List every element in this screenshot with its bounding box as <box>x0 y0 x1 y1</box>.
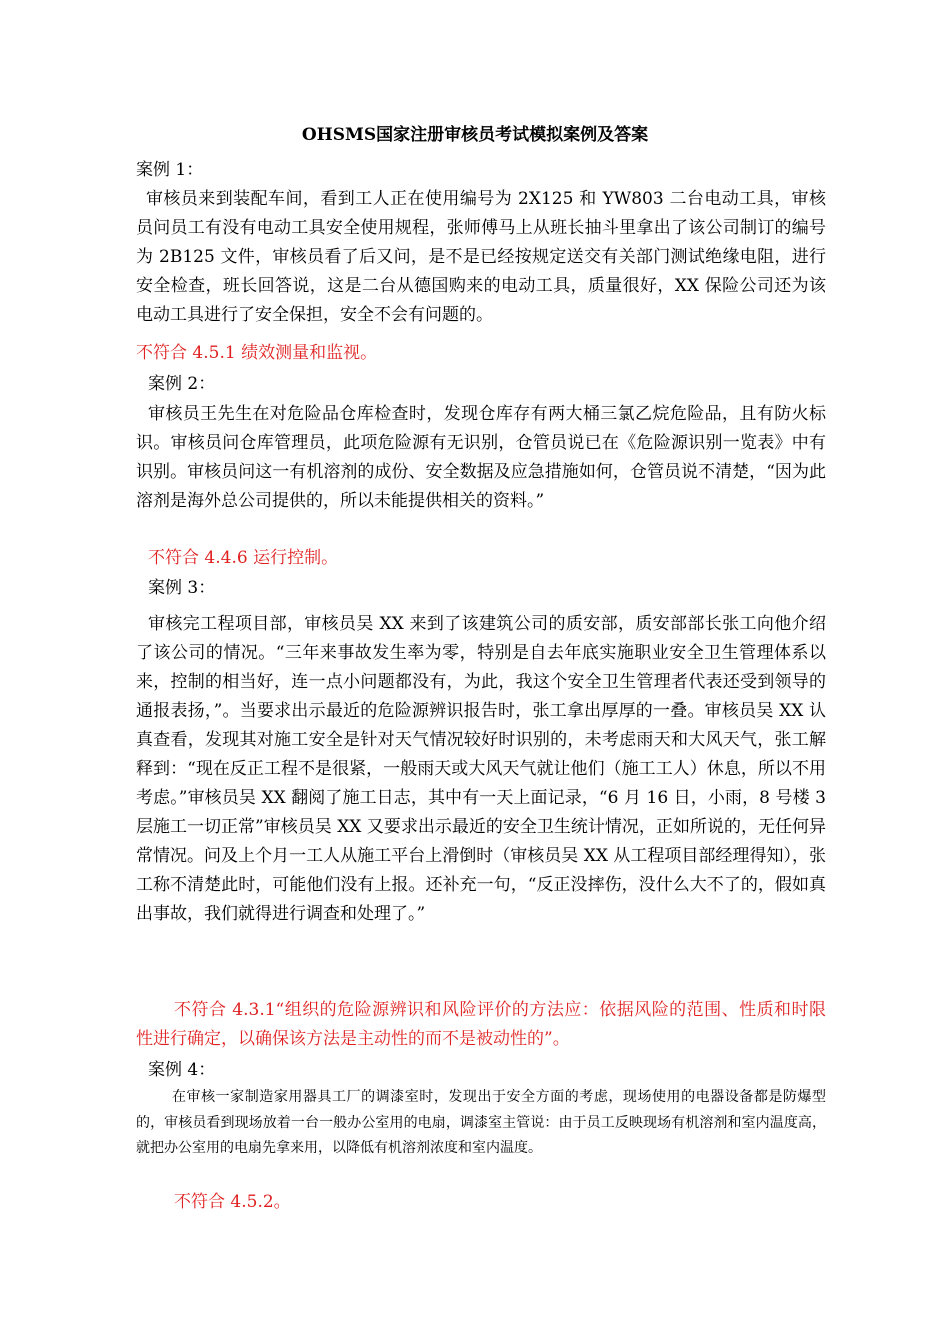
case-2-text: 审核员王先生在对危险品仓库检查时，发现仓库存有两大桶三氯乙烷危险品，且有防火标识。审核员问仓库管理员，此项危险源有无识别，仓管员说已在《危险源识别一览表》中有识别。审核员问这一有机溶剂的成份、安全数据及应急措施如何，仓管员说不清楚，“因为此溶剂是海外总公司提供的，所以未能提供相关的资料。” <box>136 404 826 511</box>
case-2-answer: 不符合 4.4.6 运行控制。 <box>148 548 339 568</box>
case-4-label: 案例 4： <box>148 1060 216 1080</box>
case-3-text: 审核完工程项目部，审核员吴 XX 来到了该建筑公司的质安部，质安部部长张工向他介绍了该公司的情况。“三年来事故发生率为零，特别是自去年底实施职业安全卫生管理体系以来，控制的相当好，连一点小问题都没有，为此，我这个安全卫生管理者代表还受到领导的通报表扬，”。当要求出示最近的危险源辨识报告时，张工拿出厚厚的一叠。审核员吴 XX 认真查看，发现其对施工安全是针对天气情况较好时识别的，未考虑雨天和大风天气，张工解释到：“现在反正工程不是很紧，一般雨天或大风天气就让他们（施工工人）休息，所以不用考虑。”审核员吴 XX 翻阅了施工日志，其中有一天上面记录，“6 月 16 日，小雨，8 号楼 3 层施工一切正常”审核员吴 XX 又要求出示最近的安全卫生统计情况，正如所说的，无任何异常情况。问及上个月一工人从施工平台上滑倒时（审核员吴 XX 从工程项目部经理得知），张工称不清楚此时，可能他们没有上报。还补充一句，“反正没摔伤，没什么大不了的，假如真出事故，我们就得进行调查和处理了。” <box>136 614 826 924</box>
case-2-label: 案例 2： <box>148 374 216 394</box>
document-title: OHSMS国家注册审核员考试模拟案例及答案 <box>301 125 649 145</box>
case-3-label: 案例 3： <box>148 578 216 598</box>
case-4-text: 在审核一家制造家用器具工厂的调漆室时，发现出于安全方面的考虑，现场使用的电器设备都是防爆型的，审核员看到现场放着一台一般办公室用的电扇，调漆室主管说：由于员工反映现场有机溶剂和室内温度高，就把办公室用的电扇先拿来用，以降低有机溶剂浓度和室内温度。 <box>136 1089 826 1156</box>
case-1-label: 案例 1： <box>136 160 204 180</box>
case-1-answer: 不符合 4.5.1 绩效测量和监视。 <box>136 343 378 363</box>
case-1-text: 审核员来到装配车间，看到工人正在使用编号为 2X125 和 YW803 二台电动工具，审核员问员工有没有电动工具安全使用规程，张师傅马上从班长抽斗里拿出了该公司制订的编号为 2B125 文件，审核员看了后又问，是不是已经按规定送交有关部门测试绝缘电阻，进行安全检查，班长回答说，这是二台从德国购来的电动工具，质量很好，XX 保险公司还为该电动工具进行了安全保担，安全不会有问题的。 <box>136 189 826 325</box>
case-3-answer: 不符合 4.3.1“组织的危险源辨识和风险评价的方法应：依据风险的范围、性质和时限性进行确定，以确保该方法是主动性的而不是被动性的”。 <box>136 1000 826 1049</box>
case-4-answer: 不符合 4.5.2。 <box>174 1192 291 1212</box>
